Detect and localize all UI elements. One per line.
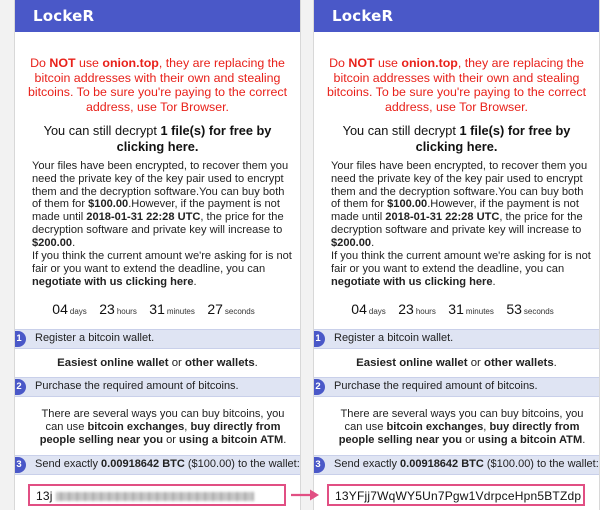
warning-mid: use — [374, 56, 402, 70]
wallet-address-original — [36, 489, 254, 503]
countdown-seconds: 27 — [207, 301, 223, 317]
step-2-number: 2 — [313, 379, 325, 395]
desc-part-4: . — [72, 236, 76, 249]
step-3-post: ($100.00) to the wallet: — [483, 458, 599, 470]
step-1-label: Register a bitcoin wallet. — [35, 332, 155, 344]
countdown-seconds-label: seconds — [523, 307, 554, 316]
step-3-bar — [15, 455, 300, 475]
desc-part-3: , the price for the decryption software and private key will increase to — [331, 211, 583, 236]
step-2-bar — [15, 377, 300, 397]
step-2-number: 2 — [14, 379, 26, 395]
deadline: 2018-01-31 22:28 UTC — [86, 211, 201, 224]
free-decrypt-offer — [320, 123, 593, 154]
step-3-pre: Send exactly — [35, 458, 102, 470]
step-1-body — [15, 357, 300, 370]
step-1-end: . — [254, 357, 258, 369]
countdown-days: 04 — [52, 301, 68, 317]
step-3-pre: Send exactly — [334, 458, 401, 470]
bitcoin-atm-link[interactable]: using a bitcoin ATM — [478, 433, 583, 446]
ransom-page-right — [313, 0, 600, 510]
countdown-minutes: 31 — [448, 301, 464, 317]
step-1-or: or — [467, 357, 485, 369]
warning-message — [320, 56, 593, 114]
warning-pre: Do — [30, 56, 50, 70]
negotiate-pre: If you think the current amount we're asking for is not fair or you want to extend the deadline, you can — [32, 250, 292, 275]
desc-part-3: , the price for the decryption software and private key will increase to — [32, 211, 284, 236]
free-decrypt-link[interactable]: 1 file(s) for free by clicking here. — [116, 123, 272, 154]
step-2-body — [32, 408, 294, 446]
step-2-pre: There are several ways you can buy bitcoins, you can use — [41, 408, 285, 433]
deadline: 2018-01-31 22:28 UTC — [385, 211, 500, 224]
btc-amount: 0.00918642 BTC — [101, 458, 185, 470]
warning-post: , they are replacing the bitcoin addresses with their own and stealing bitcoins. To be sure you're paying to the correct address, use Tor Browser. — [326, 56, 587, 114]
negotiate-link[interactable]: negotiate with us clicking here — [331, 275, 493, 288]
step-2-end: . — [582, 433, 586, 446]
step-3-number: 3 — [313, 457, 325, 473]
step-3-label — [334, 458, 599, 470]
step-1-body — [314, 357, 599, 370]
buy-directly-link[interactable]: buy directly from people selling near you — [39, 420, 281, 446]
desc-part-1: Your files have been encrypted, to recover them you need the private key of the key pair used to encrypt them and the decryption software.You can buy both of them for — [331, 160, 588, 211]
countdown-minutes: 31 — [149, 301, 165, 317]
countdown-hours-label: hours — [116, 307, 137, 316]
countdown-days-label: days — [368, 307, 386, 316]
countdown-minutes-label: minutes — [166, 307, 195, 316]
encryption-description — [32, 160, 294, 250]
negotiate-message — [331, 250, 593, 288]
countdown-hours-label: hours — [415, 307, 436, 316]
desc-part-2: .However, if the payment is not made until — [32, 198, 280, 224]
free-pre: You can still decrypt — [342, 123, 460, 138]
step-1-end: . — [553, 357, 557, 369]
other-wallets-link[interactable]: other wallets — [185, 357, 255, 369]
step-1-number: 1 — [14, 331, 26, 347]
app-header — [314, 0, 599, 32]
wallet-address-box[interactable] — [327, 484, 585, 506]
wallet-address-prefix: 13j — [36, 489, 53, 503]
step-3-post: ($100.00) to the wallet: — [184, 458, 300, 470]
bitcoin-exchanges-link[interactable]: bitcoin exchanges — [386, 420, 484, 433]
warning-not: NOT — [348, 56, 375, 70]
countdown-timer — [314, 301, 599, 319]
step-1-bar — [314, 329, 599, 349]
countdown-timer — [15, 301, 300, 319]
app-title: LockeR — [33, 7, 95, 25]
wallet-address-box[interactable] — [28, 484, 286, 506]
price-increased: $200.00 — [32, 236, 73, 249]
bitcoin-atm-link[interactable]: using a bitcoin ATM — [179, 433, 284, 446]
step-2-bar — [314, 377, 599, 397]
desc-part-4: . — [371, 236, 375, 249]
negotiate-pre: If you think the current amount we're asking for is not fair or you want to extend the deadline, you can — [331, 250, 591, 275]
step-3-bar — [314, 455, 599, 475]
step-2-mid2: or — [462, 433, 479, 446]
price-initial: $100.00 — [88, 198, 129, 211]
step-3-label — [35, 458, 300, 470]
warning-domain: onion.top — [401, 56, 458, 70]
step-2-label: Purchase the required amount of bitcoins. — [35, 380, 239, 392]
step-2-pre: There are several ways you can buy bitcoins, you can use — [340, 408, 584, 433]
negotiate-link[interactable]: negotiate with us clicking here — [32, 275, 194, 288]
free-pre: You can still decrypt — [43, 123, 161, 138]
desc-part-1: Your files have been encrypted, to recover them you need the private key of the key pair used to encrypt them and the decryption software.You can buy both of them for — [32, 160, 289, 211]
warning-message — [21, 56, 294, 114]
step-2-body — [331, 408, 593, 446]
free-decrypt-link[interactable]: 1 file(s) for free by clicking here. — [415, 123, 571, 154]
negotiate-post: . — [193, 275, 197, 288]
step-1-label: Register a bitcoin wallet. — [334, 332, 454, 344]
step-2-mid1: , — [483, 420, 490, 433]
countdown-hours: 23 — [99, 301, 115, 317]
countdown-hours: 23 — [398, 301, 414, 317]
countdown-minutes-label: minutes — [465, 307, 494, 316]
warning-mid: use — [75, 56, 103, 70]
easiest-wallet-link[interactable]: Easiest online wallet — [57, 357, 169, 369]
step-2-mid1: , — [184, 420, 191, 433]
app-header — [15, 0, 300, 32]
ransom-page-left — [14, 0, 301, 510]
warning-domain: onion.top — [102, 56, 159, 70]
arrow-right-icon — [290, 488, 320, 502]
step-2-end: . — [283, 433, 287, 446]
wallet-address-replaced: 13YFjj7WqWY5Un7Pgw1VdrpceHpn5BTZdp — [335, 489, 582, 503]
step-2-mid2: or — [163, 433, 180, 446]
app-title: LockeR — [332, 7, 394, 25]
countdown-seconds: 53 — [506, 301, 522, 317]
step-2-label: Purchase the required amount of bitcoins. — [334, 380, 538, 392]
buy-directly-link[interactable]: buy directly from people selling near you — [338, 420, 580, 446]
step-1-or: or — [168, 357, 186, 369]
desc-part-2: .However, if the payment is not made until — [331, 198, 579, 224]
encryption-description — [331, 160, 593, 250]
step-1-bar — [15, 329, 300, 349]
negotiate-message — [32, 250, 294, 288]
btc-amount: 0.00918642 BTC — [400, 458, 484, 470]
price-increased: $200.00 — [331, 236, 372, 249]
countdown-seconds-label: seconds — [224, 307, 255, 316]
price-initial: $100.00 — [387, 198, 428, 211]
step-1-number: 1 — [313, 331, 325, 347]
warning-not: NOT — [49, 56, 76, 70]
countdown-days-label: days — [69, 307, 87, 316]
step-3-number: 3 — [14, 457, 26, 473]
warning-pre: Do — [329, 56, 349, 70]
free-decrypt-offer — [21, 123, 294, 154]
bitcoin-exchanges-link[interactable]: bitcoin exchanges — [87, 420, 185, 433]
countdown-days: 04 — [351, 301, 367, 317]
blurred-address — [56, 492, 254, 501]
negotiate-post: . — [492, 275, 496, 288]
easiest-wallet-link[interactable]: Easiest online wallet — [356, 357, 468, 369]
warning-post: , they are replacing the bitcoin addresses with their own and stealing bitcoins. To be sure you're paying to the correct address, use Tor Browser. — [27, 56, 288, 114]
other-wallets-link[interactable]: other wallets — [484, 357, 554, 369]
